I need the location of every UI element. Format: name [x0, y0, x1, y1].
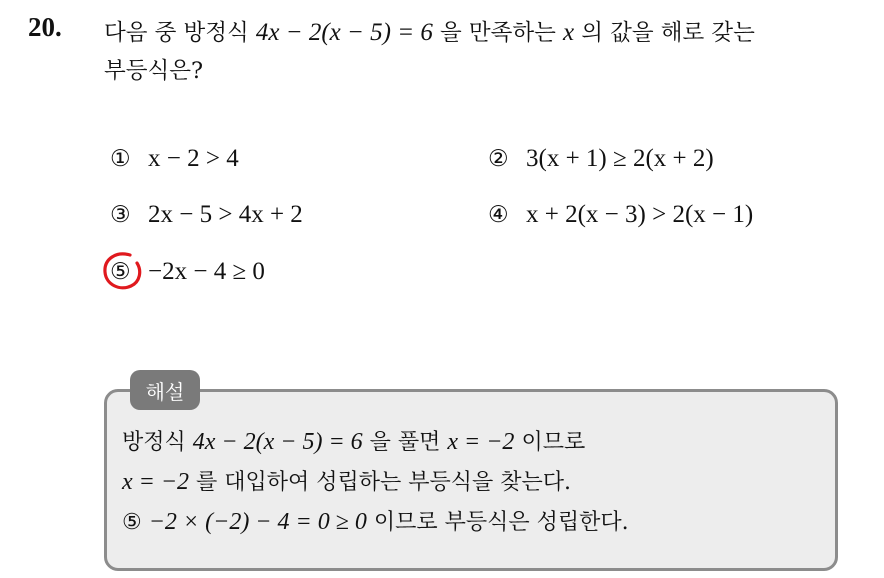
option-number: ③ [110, 202, 131, 228]
solution-line-1 [122, 425, 585, 456]
solution-equation: 4x − 2(x − 5) = 6 [192, 429, 363, 455]
question-text-part: 부등식은? [104, 58, 204, 84]
option-2[interactable] [488, 142, 714, 176]
option-expression: 3(x + 1) ≥ 2(x + 2) [526, 145, 714, 172]
option-1[interactable] [110, 142, 239, 176]
question-text [104, 14, 866, 90]
question-equation: 4x − 2(x − 5) = 6 [255, 19, 433, 46]
solution-equation: −2 × (−2) − 4 = 0 ≥ 0 [148, 509, 367, 535]
option-4[interactable] [488, 198, 753, 232]
option-number: ⑤ [110, 259, 131, 285]
solution-option-number: ⑤ [122, 510, 142, 535]
solution-text: 방정식 [122, 430, 186, 455]
option-expression: x + 2(x − 3) > 2(x − 1) [526, 201, 754, 228]
solution-equation: x = −2 [122, 469, 190, 495]
solution-label: 해설 [130, 370, 200, 410]
question-number: 20. [28, 12, 62, 42]
option-number: ① [110, 146, 131, 172]
option-number: ④ [488, 202, 509, 228]
question-variable: x [562, 19, 575, 46]
option-number: ② [488, 146, 509, 172]
question-text-part: 다음 중 방정식 [104, 20, 249, 46]
solution-text: 를 대입하여 성립하는 부등식을 찾는다. [196, 470, 572, 495]
question-text-part: 의 값을 해로 갖는 [581, 20, 755, 46]
solution-line-2 [122, 465, 571, 496]
answer-circle-mark-icon [100, 249, 144, 293]
solution-line-3 [122, 505, 629, 536]
option-expression: 2x − 5 > 4x + 2 [148, 201, 303, 228]
option-3[interactable] [110, 198, 303, 232]
question-text-part: 을 만족하는 [439, 20, 556, 46]
solution-text: 을 풀면 [369, 430, 441, 455]
option-expression: −2x − 4 ≥ 0 [148, 258, 265, 285]
solution-text: 이므로 [521, 430, 586, 455]
solution-result: x = −2 [447, 429, 515, 455]
solution-text: 이므로 부등식은 성립한다. [373, 510, 629, 535]
option-expression: x − 2 > 4 [148, 145, 239, 172]
